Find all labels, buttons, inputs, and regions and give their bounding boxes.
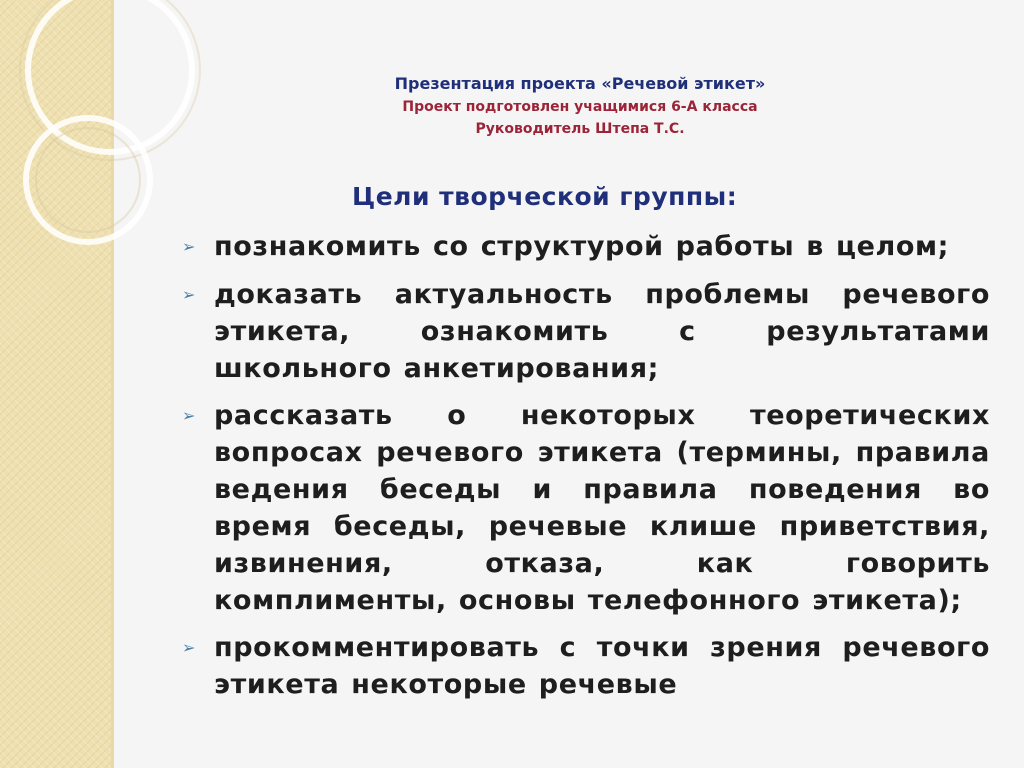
goals-list xyxy=(180,228,990,713)
goal-text: доказать актуальность проблемы речевого этикета, ознакомить с результатами школьного анкетирования; xyxy=(214,279,990,384)
goal-text: прокомментировать с точки зрения речевого этикета некоторые речевые xyxy=(214,632,990,700)
goal-item xyxy=(180,276,990,387)
decorative-left-band xyxy=(0,0,114,768)
arrow-bullet-icon: ➢ xyxy=(182,406,196,425)
arrow-bullet-icon: ➢ xyxy=(182,285,196,304)
project-authors: Проект подготовлен учащимися 6-А класса xyxy=(402,99,758,115)
presentation-title: Презентация проекта «Речевой этикет» xyxy=(394,74,766,93)
goals-heading: Цели творческой группы: xyxy=(352,182,738,211)
arrow-bullet-icon: ➢ xyxy=(182,237,196,256)
goal-text: познакомить со структурой работы в целом; xyxy=(214,231,950,262)
goal-item xyxy=(180,629,990,703)
project-supervisor: Руководитель Штепа Т.С. xyxy=(475,121,685,137)
arrow-bullet-icon: ➢ xyxy=(182,638,196,657)
goal-item xyxy=(180,228,990,266)
goal-text: рассказать о некоторых теоретических вопросах речевого этикета (термины, правила ведения беседы и правила поведения во время беседы, речевые клише приветствия, извинения, отказа, как говорить комплименты, основы телефонного этикета); xyxy=(214,400,990,616)
presentation-header xyxy=(330,72,830,140)
goal-item xyxy=(180,397,990,619)
